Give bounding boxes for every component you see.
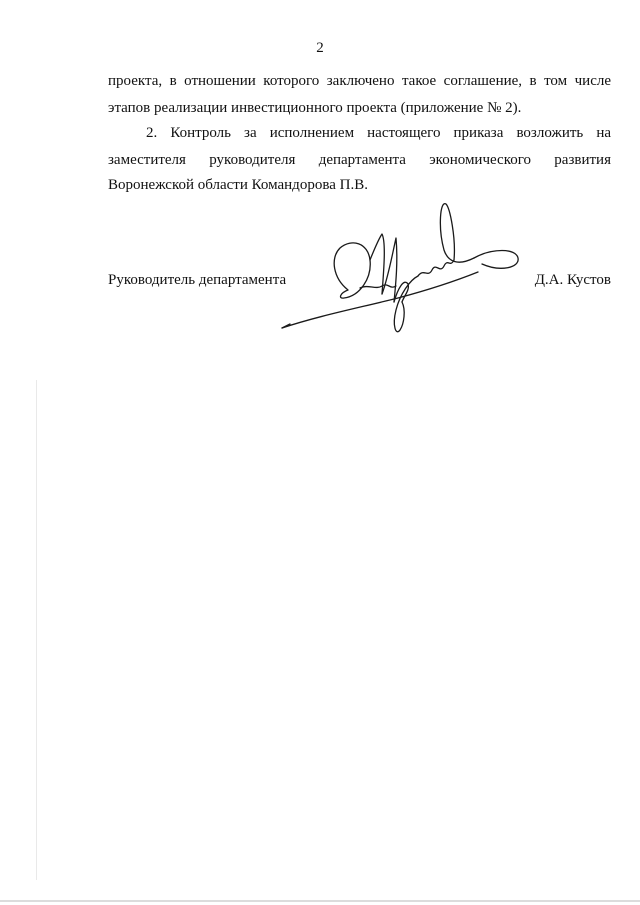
- word: соглашение,: [443, 73, 523, 89]
- word: в: [529, 73, 537, 89]
- page-number: 2: [316, 40, 324, 56]
- word: руководителя: [209, 152, 296, 168]
- word: за: [244, 125, 257, 141]
- paragraph1-line2: этапов реализации инвестиционного проекта (приложение № 2).: [108, 100, 522, 116]
- word: департамента: [318, 152, 406, 168]
- word: в: [169, 73, 177, 89]
- word: возложить: [516, 125, 584, 141]
- signer-name: Д.А. Кустов: [534, 272, 611, 288]
- word: заместителя: [108, 152, 186, 168]
- word: на: [596, 125, 611, 141]
- word: исполнением: [269, 125, 355, 141]
- word: настоящего: [367, 125, 441, 141]
- word: экономического: [429, 152, 531, 168]
- word: развития: [554, 152, 611, 168]
- paragraph1-line1: [108, 72, 611, 90]
- signer-position: Руководитель департамента: [108, 272, 287, 288]
- word: том: [544, 73, 568, 89]
- word: проекта,: [108, 73, 163, 89]
- paragraph2-line3: Воронежской области Командорова П.В.: [108, 177, 368, 193]
- word: числе: [574, 73, 611, 89]
- word: заключено: [326, 73, 395, 89]
- scan-margin-line: [36, 380, 37, 880]
- paragraph2-line2: [108, 151, 611, 169]
- word: которого: [263, 73, 320, 89]
- handwritten-signature: [278, 198, 528, 340]
- word: приказа: [453, 125, 504, 141]
- word: 2.: [146, 125, 158, 141]
- word: Контроль: [170, 125, 231, 141]
- word: отношении: [184, 73, 256, 89]
- paragraph2-line1: [146, 124, 611, 142]
- word: такое: [401, 73, 437, 89]
- scan-bottom-edge: [0, 900, 640, 902]
